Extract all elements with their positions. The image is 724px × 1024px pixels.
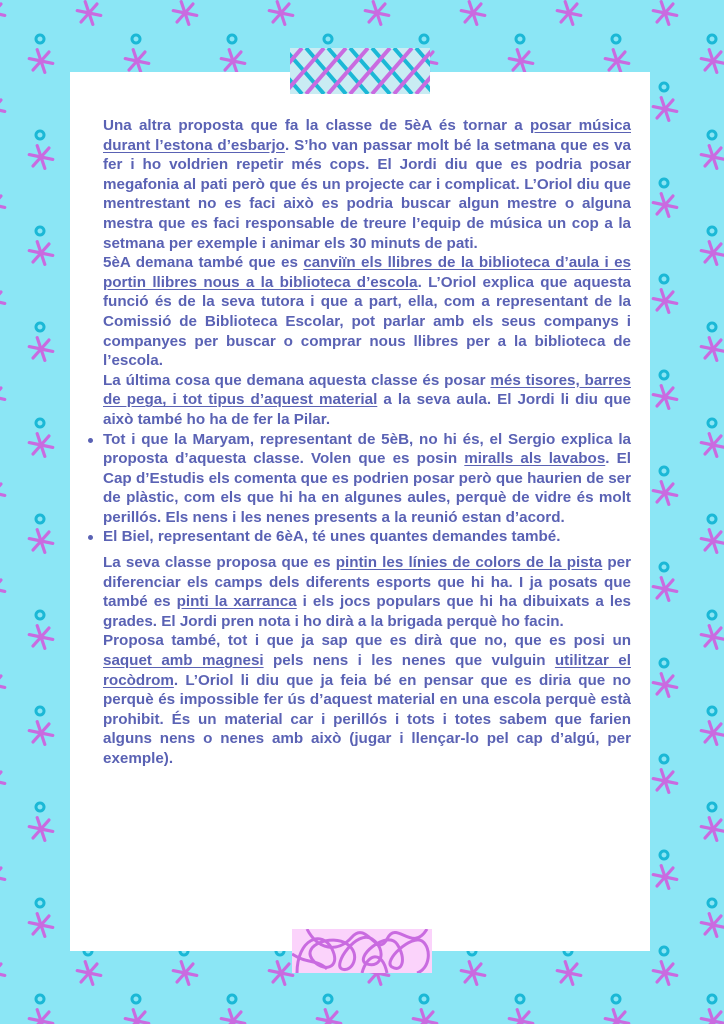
- dot-icon: [708, 995, 716, 1003]
- underlined-phrase: canviïn els llibres de la biblioteca d’aula i es portin llibres nous a la biblioteca d’escola: [103, 254, 631, 291]
- paragraph: [103, 371, 631, 430]
- asterisk-star-icon: [653, 578, 677, 601]
- dot-icon: [708, 611, 716, 619]
- asterisk-star-icon: [29, 626, 53, 649]
- dot-icon: [516, 995, 524, 1003]
- asterisk-star-icon: [29, 1010, 53, 1024]
- asterisk-star-icon: [29, 722, 53, 745]
- asterisk-star-icon: [653, 866, 677, 889]
- dot-icon: [324, 35, 332, 43]
- asterisk-star-icon: [653, 290, 677, 313]
- asterisk-star-icon: [269, 962, 293, 985]
- asterisk-star-icon: [701, 146, 724, 169]
- dot-icon: [660, 563, 668, 571]
- bullet-paragraph: [103, 527, 631, 547]
- asterisk-star-icon: [653, 962, 677, 985]
- asterisk-star-icon: [605, 1010, 629, 1024]
- dot-icon: [516, 35, 524, 43]
- text-run: i els jocs populars que hi ha dibuixats a les grades. El Jordi pren nota i ho dirà a la brigada perquè ho facin.: [103, 593, 631, 630]
- asterisk-star-icon: [317, 1010, 341, 1024]
- underlined-phrase: pinti la xarranca: [176, 593, 297, 611]
- dot-icon: [420, 995, 428, 1003]
- asterisk-star-icon: [29, 50, 53, 73]
- asterisk-star-icon: [221, 1010, 245, 1024]
- text-run: . L’Oriol li diu que ja feia bé en pensar que es diria que no perquè és impossible fer ús d’aquest material en una escola perquè està prohibit. És un material car i perillós i tots i totes sabem que farien alguns nens o nenes amb això (jugar i llençar-lo pel cap d’algú, per exemple).: [103, 671, 631, 767]
- asterisk-star-icon: [605, 50, 629, 73]
- dot-icon: [420, 35, 428, 43]
- document-text: [103, 116, 631, 769]
- dot-icon: [660, 371, 668, 379]
- asterisk-star-icon: [77, 2, 101, 25]
- asterisk-star-icon: [701, 914, 724, 937]
- dot-icon: [708, 707, 716, 715]
- asterisk-star-icon: [0, 482, 5, 505]
- dot-icon: [36, 515, 44, 523]
- dot-icon: [36, 323, 44, 331]
- dot-icon: [660, 755, 668, 763]
- asterisk-star-icon: [365, 2, 389, 25]
- dot-icon: [708, 323, 716, 331]
- asterisk-star-icon: [461, 962, 485, 985]
- asterisk-star-icon: [0, 2, 5, 25]
- paragraph: [103, 553, 631, 631]
- underlined-phrase: més tisores, barres de pega, i tot tipus d’aquest material: [103, 371, 631, 409]
- underlined-phrase: utilitzar el rocòdrom: [103, 652, 631, 689]
- underlined-phrase: miralls als lavabos: [464, 450, 606, 468]
- asterisk-star-icon: [29, 146, 53, 169]
- asterisk-star-icon: [701, 530, 724, 553]
- asterisk-star-icon: [653, 194, 677, 217]
- underlined-phrase: pintin les línies de colors de la pista: [335, 554, 603, 572]
- dot-icon: [36, 899, 44, 907]
- dot-icon: [36, 995, 44, 1003]
- text-run: La seva classe proposa que es: [103, 554, 336, 572]
- text-run: pels nens i les nenes que vulguin: [263, 652, 555, 670]
- paragraph: [103, 253, 631, 371]
- asterisk-star-icon: [701, 50, 724, 73]
- dot-icon: [324, 995, 332, 1003]
- dot-icon: [708, 131, 716, 139]
- asterisk-star-icon: [701, 818, 724, 841]
- text-run: Una altra proposta que fa la classe de 5èA és tornar a: [103, 117, 531, 134]
- asterisk-star-icon: [701, 722, 724, 745]
- dot-icon: [660, 83, 668, 91]
- asterisk-star-icon: [557, 2, 581, 25]
- asterisk-star-icon: [653, 386, 677, 409]
- asterisk-star-icon: [0, 962, 5, 985]
- asterisk-star-icon: [509, 1010, 533, 1024]
- asterisk-star-icon: [653, 482, 677, 505]
- dot-icon: [36, 35, 44, 43]
- asterisk-star-icon: [509, 50, 533, 73]
- dot-icon: [36, 131, 44, 139]
- text-run: El Biel, representant de 6èA, té unes quantes demandes també.: [103, 528, 561, 546]
- text-run: 5èA demana també que es: [103, 254, 304, 272]
- asterisk-star-icon: [0, 290, 5, 313]
- asterisk-star-icon: [557, 962, 581, 985]
- asterisk-star-icon: [653, 674, 677, 697]
- asterisk-star-icon: [0, 770, 5, 793]
- asterisk-star-icon: [125, 1010, 149, 1024]
- dot-icon: [132, 35, 140, 43]
- asterisk-star-icon: [29, 530, 53, 553]
- dot-icon: [708, 899, 716, 907]
- asterisk-star-icon: [461, 2, 485, 25]
- paragraph: [103, 116, 631, 253]
- asterisk-star-icon: [0, 674, 5, 697]
- dot-icon: [660, 947, 668, 955]
- washi-tape-top: [290, 48, 430, 94]
- asterisk-star-icon: [701, 1010, 724, 1024]
- dot-icon: [708, 419, 716, 427]
- asterisk-star-icon: [0, 98, 5, 121]
- dot-icon: [36, 419, 44, 427]
- asterisk-star-icon: [29, 338, 53, 361]
- text-run: . L’Oriol explica que aquesta funció és de la seva tutora i que a part, ella, com a representant de la Comissió de Biblioteca Escolar, pot parlar amb els seus companys i companyes per buscar o comprar nous llibres per a la biblioteca de l’escola.: [103, 273, 631, 370]
- text-run: La última cosa que demana aquesta classe és posar: [103, 371, 491, 389]
- dot-icon: [36, 803, 44, 811]
- asterisk-star-icon: [29, 914, 53, 937]
- dot-icon: [132, 995, 140, 1003]
- dot-icon: [228, 995, 236, 1003]
- dot-icon: [660, 275, 668, 283]
- asterisk-star-icon: [701, 338, 724, 361]
- text-run: Tot i que la Maryam, representant de 5èB, no hi és, el Sergio explica la proposta d’aquesta classe. Volen que es posin: [103, 430, 631, 468]
- text-run: Proposa també, tot i que ja sap que es dirà que no, que es posi un: [103, 632, 631, 650]
- text-run: . El Cap d’Estudis els comenta que es podrien posar però que haurien de ser de plàstic, com els que hi ha en algunes aules, perquè de vidre és molt perillós. Els nens i les nenes presents a la reunió estan d’acord.: [103, 450, 631, 526]
- asterisk-star-icon: [653, 98, 677, 121]
- washi-tape-bottom: [292, 929, 432, 973]
- asterisk-star-icon: [173, 2, 197, 25]
- text-run: . S’ho van passar molt bé la setmana que es va fer i ho voldrien repetir més cops. El Jordi diu que es podria posar megafonia al pati però que és un projecte car i complicat. L’Oriol diu que mentrestant no es faci això es podria buscar algun mestre o alguna mestra que es faci responsable de treure l’equip de música un cop a la setmana per exemple i animar els 30 minuts de pati.: [103, 136, 631, 252]
- asterisk-star-icon: [29, 434, 53, 457]
- dot-icon: [660, 467, 668, 475]
- asterisk-star-icon: [653, 2, 677, 25]
- asterisk-star-icon: [701, 434, 724, 457]
- asterisk-star-icon: [0, 386, 5, 409]
- asterisk-star-icon: [29, 242, 53, 265]
- dot-icon: [660, 659, 668, 667]
- asterisk-star-icon: [269, 2, 293, 25]
- dot-icon: [708, 515, 716, 523]
- dot-icon: [36, 611, 44, 619]
- underlined-phrase: saquet amb magnesi: [103, 652, 264, 670]
- dot-icon: [36, 707, 44, 715]
- asterisk-star-icon: [653, 770, 677, 793]
- dot-icon: [36, 227, 44, 235]
- paragraph: [103, 631, 631, 768]
- dot-icon: [708, 803, 716, 811]
- text-run: a la seva aula. El Jordi li diu que això també ho ha de fer la Pilar.: [103, 391, 631, 428]
- asterisk-star-icon: [701, 626, 724, 649]
- dot-icon: [612, 35, 620, 43]
- asterisk-star-icon: [0, 194, 5, 217]
- dot-icon: [708, 227, 716, 235]
- dot-icon: [708, 35, 716, 43]
- asterisk-star-icon: [0, 578, 5, 601]
- asterisk-star-icon: [125, 50, 149, 73]
- asterisk-star-icon: [77, 962, 101, 985]
- dot-icon: [660, 851, 668, 859]
- text-run: per diferenciar els camps dels diferents esports que hi ha. I ja posats que també es: [103, 554, 631, 611]
- asterisk-star-icon: [29, 818, 53, 841]
- asterisk-star-icon: [413, 1010, 437, 1024]
- dot-icon: [660, 179, 668, 187]
- underlined-phrase: posar música durant l’estona d’esbarjo: [103, 117, 631, 154]
- asterisk-star-icon: [0, 866, 5, 889]
- bullet-paragraph: [103, 430, 631, 528]
- dot-icon: [228, 35, 236, 43]
- asterisk-star-icon: [173, 962, 197, 985]
- dot-icon: [612, 995, 620, 1003]
- asterisk-star-icon: [221, 50, 245, 73]
- asterisk-star-icon: [701, 242, 724, 265]
